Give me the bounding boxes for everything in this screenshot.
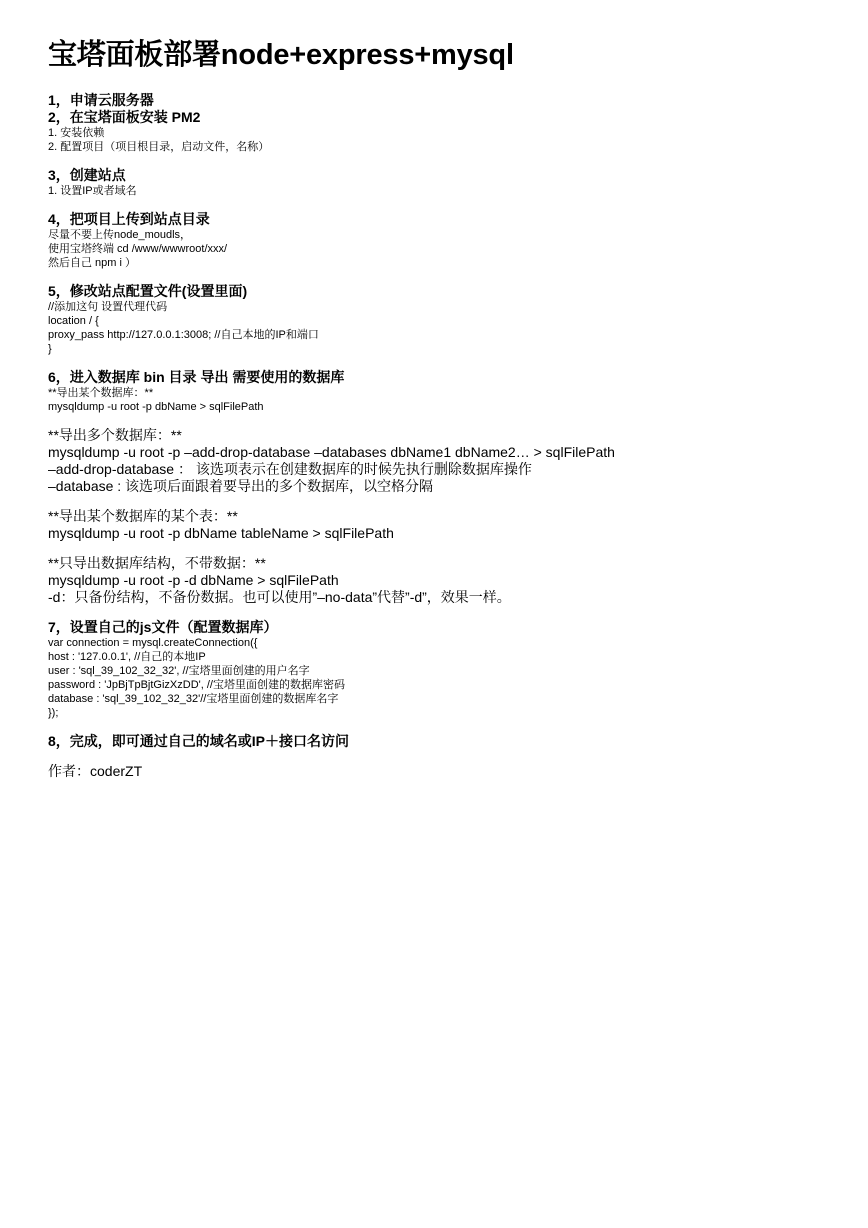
section-6-block1-line: –add-drop-database ： 该选项表示在创建数据库的时候先执行删除数据库操作: [48, 461, 532, 477]
section-6-line: **导出某个数据库：**: [48, 387, 154, 399]
section-4-line: 尽量不要上传node_moudls，: [48, 229, 192, 241]
section-4-heading: 4，把项目上传到站点目录: [48, 211, 210, 227]
section-7-line: database : 'sql_39_102_32_32'//宝塔里面创建的数据库名字: [48, 693, 339, 705]
section-2-line: 2. 配置项目（项目根目录，启动文件，名称）: [48, 141, 270, 153]
section-5-heading: 5，修改站点配置文件(设置里面): [48, 283, 248, 299]
section-6-block1-line: **导出多个数据库：**: [48, 427, 182, 443]
section-2-heading: 2，在宝塔面板安装 PM2: [48, 109, 201, 125]
section-7-line: password : 'JpBjTpBjtGizXzDD', //宝塔里面创建的数据库密码: [48, 679, 345, 691]
section-6-block3-line: -d：只备份结构，不备份数据。也可以使用”–no-data”代替”-d”，效果一样。: [48, 589, 511, 605]
section-5-line: //添加这句 设置代理代码: [48, 301, 168, 313]
section-5-line: proxy_pass http://127.0.0.1:3008; //自己本地的IP和端口: [48, 329, 319, 341]
section-3-heading: 3，创建站点: [48, 167, 126, 183]
section-6-heading: 6，进入数据库 bin 目录 导出 需要使用的数据库: [48, 369, 345, 385]
section-7-line: var connection = mysql.createConnection({: [48, 637, 258, 649]
section-6-block3-line: **只导出数据库结构，不带数据：**: [48, 555, 266, 571]
section-7-heading: 7，设置自己的js文件（配置数据库）: [48, 619, 278, 635]
section-3-line: 1. 设置IP或者域名: [48, 185, 137, 197]
section-6-block2-line: mysqldump -u root -p dbName tableName > sqlFilePath: [48, 525, 394, 541]
section-6-block1-line: –database : 该选项后面跟着要导出的多个数据库，以空格分隔: [48, 478, 434, 494]
section-8-heading: 8，完成，即可通过自己的域名或IP＋接口名访问: [48, 733, 350, 749]
section-2-line: 1. 安装依赖: [48, 127, 105, 139]
author-line: 作者：coderZT: [48, 763, 143, 779]
section-7-line: user : 'sql_39_102_32_32', //宝塔里面创建的用户名字: [48, 665, 310, 677]
section-5-line: location / {: [48, 315, 99, 327]
section-4-line: 使用宝塔终端 cd /www/wwwroot/xxx/: [48, 243, 228, 255]
section-5-line: }: [48, 343, 52, 355]
page-title: 宝塔面板部署node+express+mysql: [48, 39, 514, 71]
section-1-heading: 1，申请云服务器: [48, 92, 154, 108]
section-6-line: mysqldump -u root -p dbName > sqlFilePath: [48, 401, 264, 413]
section-4-line: 然后自己 npm i ）: [48, 257, 137, 269]
section-6-block2-line: **导出某个数据库的某个表：**: [48, 508, 238, 524]
section-7-line: host : '127.0.0.1', //自己的本地IP: [48, 651, 206, 663]
section-6-block1-line: mysqldump -u root -p –add-drop-database –databases dbName1 dbName2… > sqlFilePath: [48, 444, 615, 460]
section-7-line: });: [48, 707, 59, 719]
section-6-block3-line: mysqldump -u root -p -d dbName > sqlFilePath: [48, 572, 339, 588]
